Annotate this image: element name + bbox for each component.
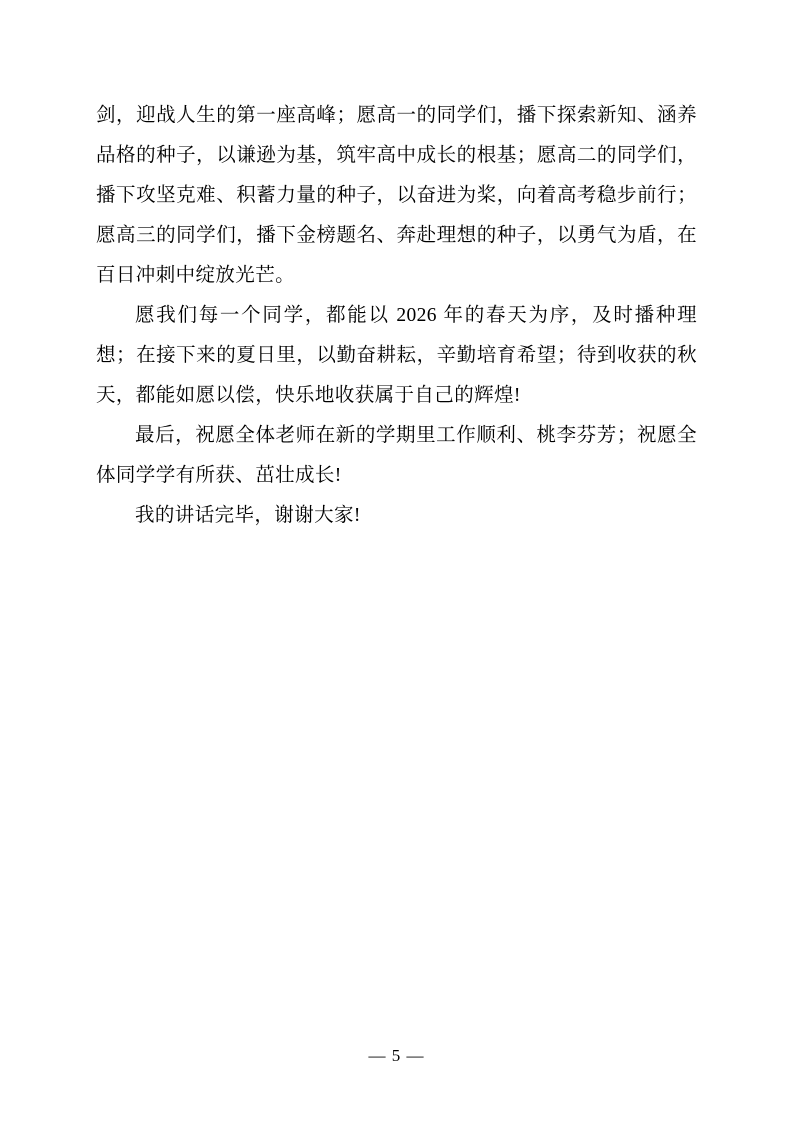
paragraph-1: 剑，迎战人生的第一座高峰；愿高一的同学们，播下探索新知、涵养品格的种子，以谦逊为基，筑牢高中成长的根基；愿高二的同学们，播下攻坚克难、积蓄力量的种子，以奋进为桨，向着高考稳步前行；愿高三的同学们，播下金榜题名、奔赴理想的种子，以勇气为盾，在百日冲刺中绽放光芒。 bbox=[96, 105, 697, 286]
page-number: — 5 — bbox=[368, 1046, 425, 1065]
paragraph-4: 我的讲话完毕，谢谢大家! bbox=[135, 505, 361, 526]
document-body bbox=[96, 96, 697, 536]
paragraph-3: 最后，祝愿全体老师在新的学期里工作顺利、桃李芬芳；祝愿全体同学学有所获、茁壮成长! bbox=[96, 425, 697, 486]
paragraph-2: 愿我们每一个同学，都能以 2026 年的春天为序，及时播种理想；在接下来的夏日里，以勤奋耕耘，辛勤培育希望；待到收获的秋天，都能如愿以偿，快乐地收获属于自己的辉煌! bbox=[96, 305, 697, 406]
